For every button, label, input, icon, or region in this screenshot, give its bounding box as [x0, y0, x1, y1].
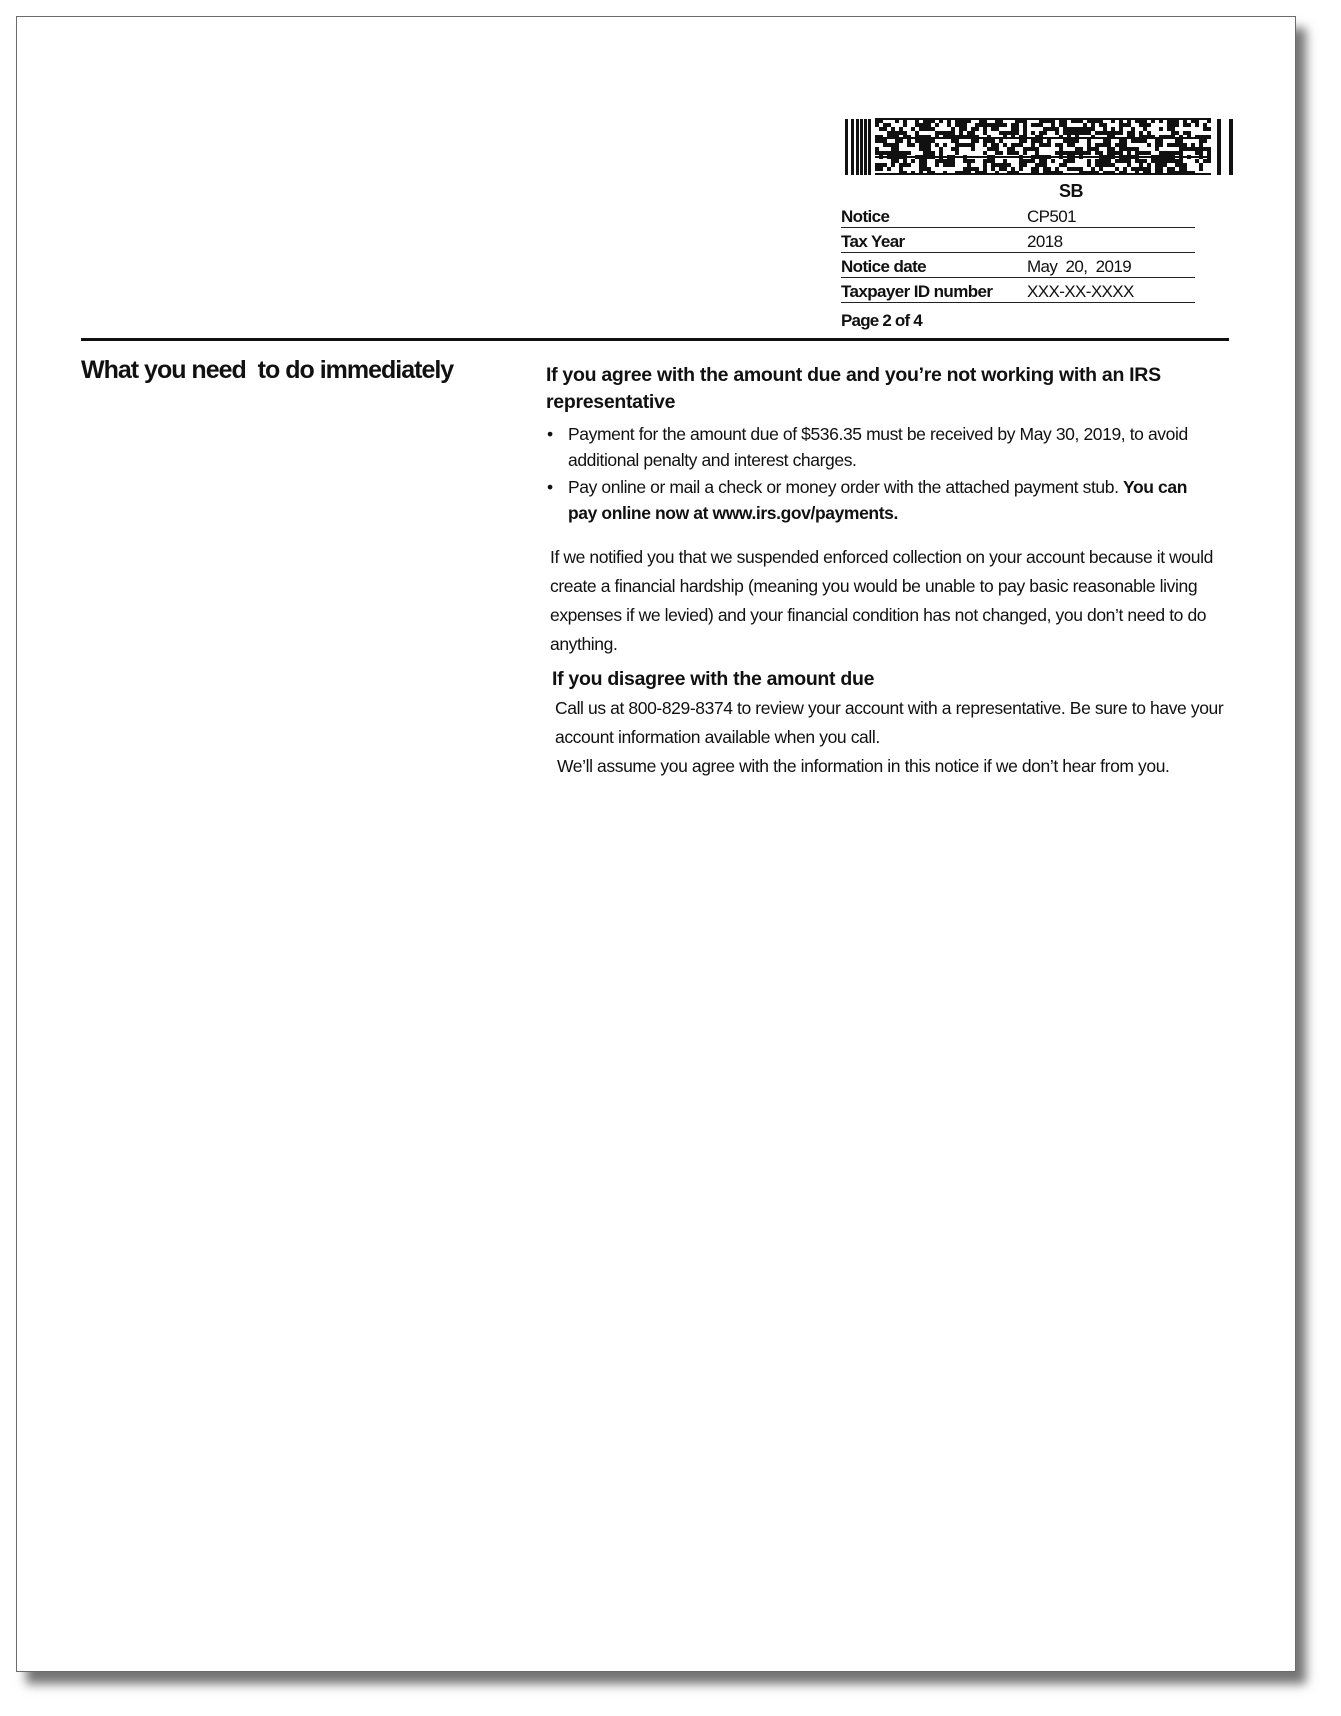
- hardship-paragraph: If we notified you that we suspended enforced collection on your account because it would create a financial hardship (meaning you would be unable to pay basic reasonable living expenses if we levied) and your financial condition has not changed, you don’t need to do anything.: [550, 547, 1213, 654]
- info-label: Notice date: [841, 253, 1027, 278]
- bullet-text: Pay online or mail a check or money order with the attached payment stub.: [568, 477, 1119, 497]
- list-item: [546, 474, 1198, 526]
- notice-page: [16, 16, 1296, 1672]
- division-code: SB: [1058, 181, 1083, 201]
- info-row-tax-year: [841, 228, 1195, 253]
- bullet-bold-text: You can pay online now at www.irs.gov/payments.: [568, 477, 1188, 523]
- disagree-heading: If you disagree with the amount due: [552, 668, 875, 690]
- notice-info-table: [841, 203, 1195, 303]
- instructions-column: [546, 362, 1246, 781]
- info-value: CP501: [1027, 203, 1195, 228]
- info-row-notice-date: [841, 253, 1195, 278]
- info-row-notice: [841, 203, 1195, 228]
- info-value: 2018: [1027, 228, 1195, 253]
- call-paragraph: Call us at 800-829-8374 to review your account with a representative. Be sure to have your account information available when you call.: [555, 698, 1224, 747]
- agree-heading: If you agree with the amount due and you’re not working with an IRS representative: [546, 364, 1161, 413]
- assume-paragraph: We’ll assume you agree with the information in this notice if we don’t hear from you.: [557, 756, 1170, 776]
- section-heading: What you need to do immediately: [81, 356, 454, 384]
- info-value: May 20, 2019: [1027, 253, 1195, 278]
- barcode: [845, 113, 1235, 183]
- bullet-icon: •: [547, 424, 553, 444]
- info-label: Tax Year: [841, 228, 1027, 253]
- info-label: Taxpayer ID number: [841, 278, 1027, 303]
- info-value: XXX-XX-XXXX: [1027, 278, 1195, 303]
- bullet-icon: •: [547, 477, 553, 497]
- section-divider: [81, 338, 1229, 341]
- info-label: Notice: [841, 203, 1027, 228]
- page-number: Page 2 of 4: [841, 311, 922, 330]
- bullet-text: Payment for the amount due of $536.35 must be received by May 30, 2019, to avoid additional penalty and interest charges.: [568, 424, 1188, 470]
- list-item: [546, 421, 1198, 473]
- info-row-taxpayer-id: [841, 278, 1195, 303]
- payment-bullet-list: [546, 421, 1246, 526]
